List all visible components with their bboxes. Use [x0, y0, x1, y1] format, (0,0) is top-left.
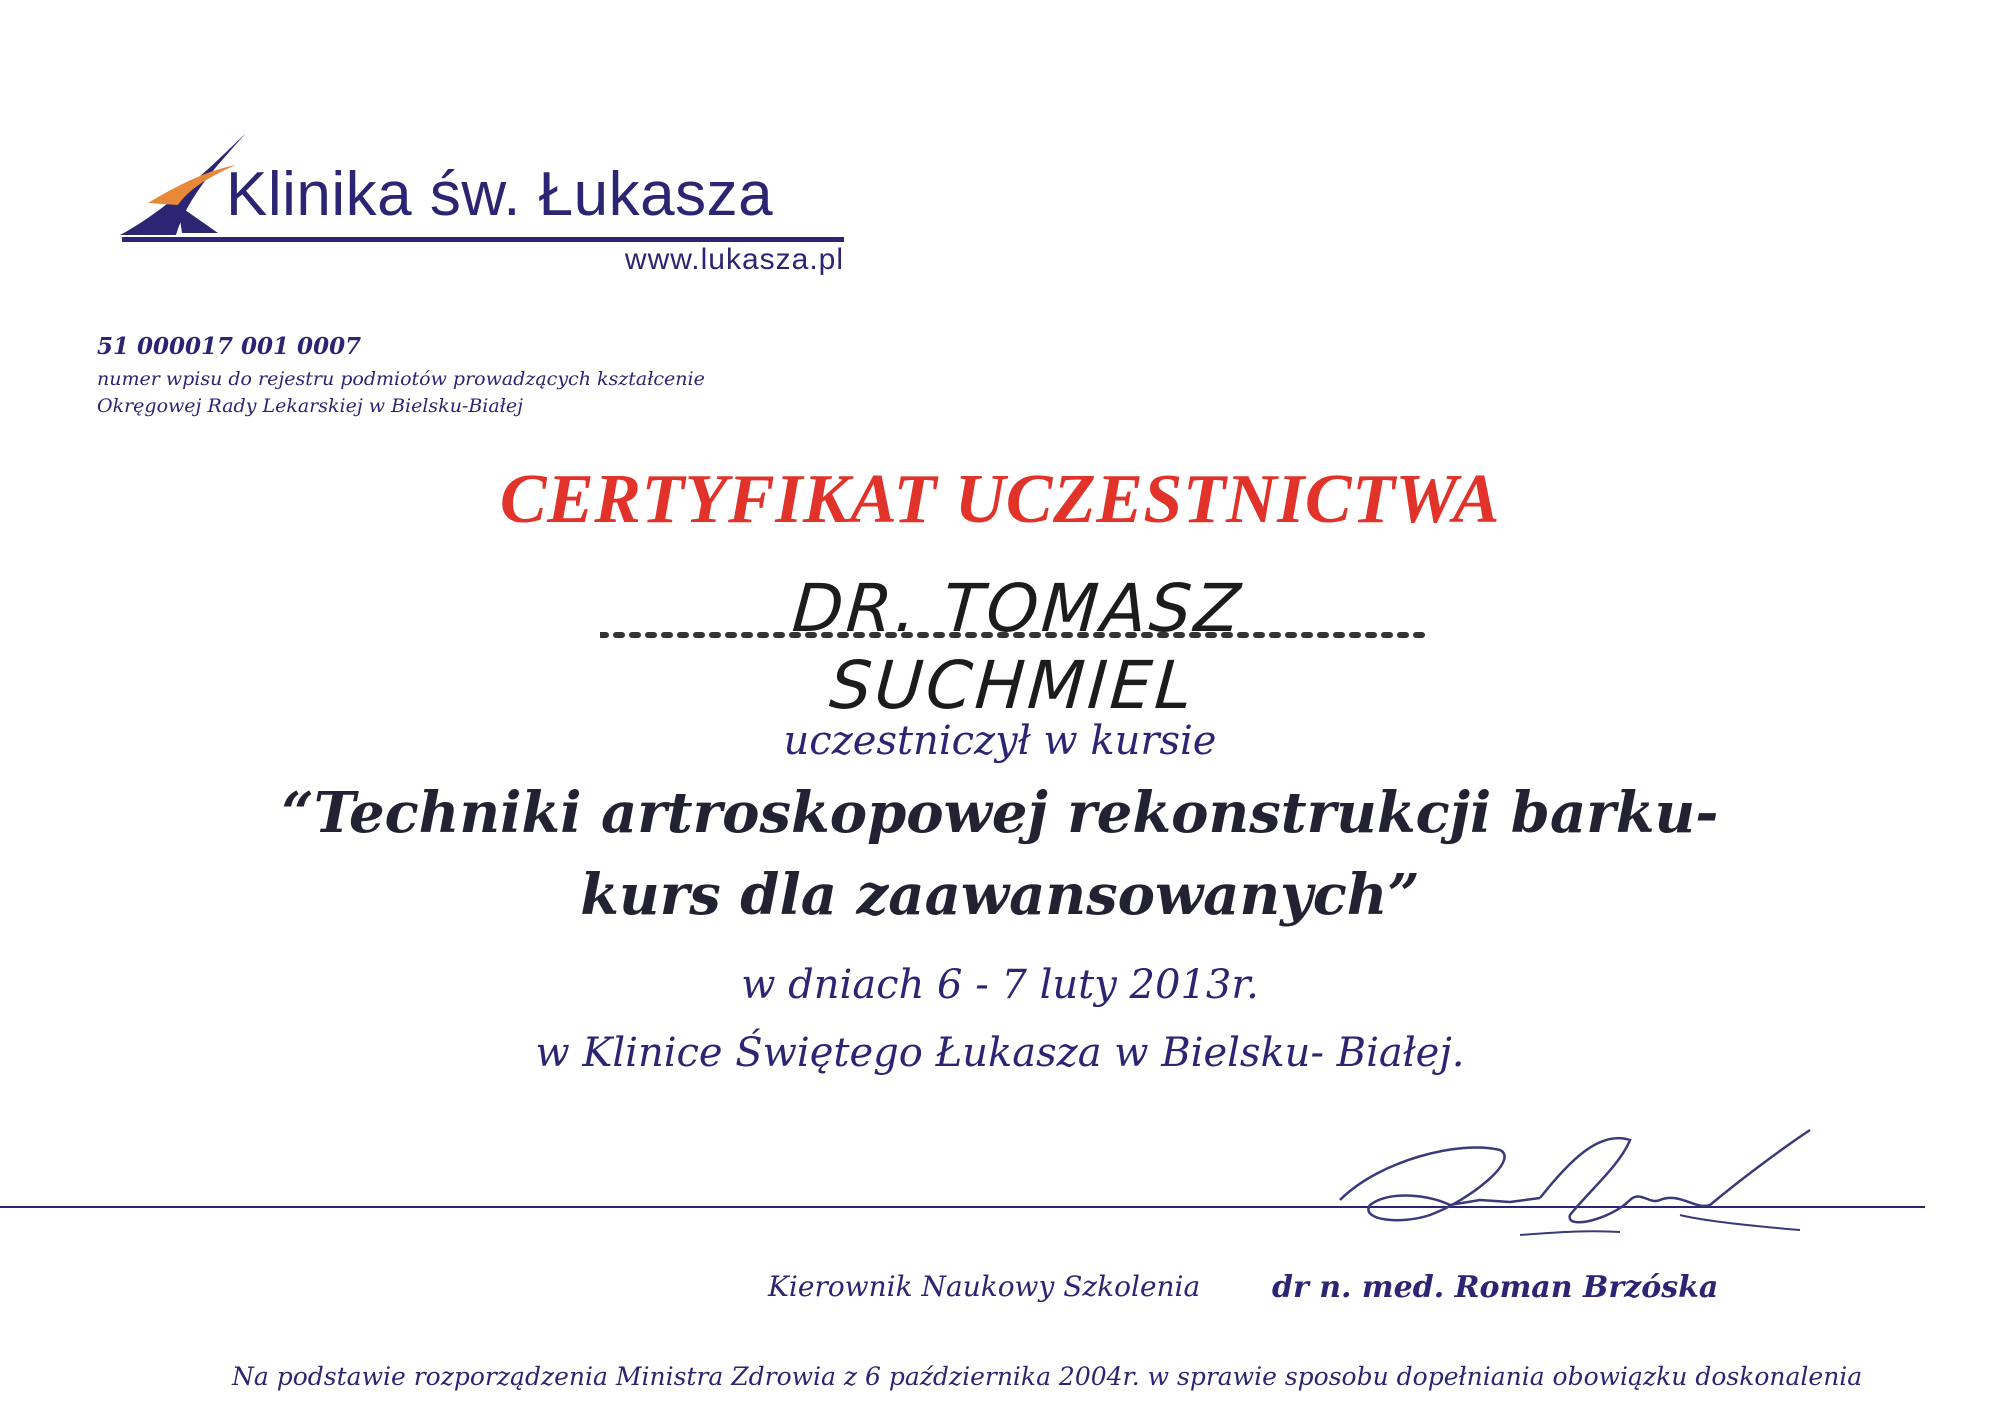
logo-underline [122, 237, 844, 242]
course-dates: w dniach 6 - 7 luty 2013r. [741, 962, 1259, 1008]
registry-description-line1: numer wpisu do rejestru podmiotów prowadzących kształcenie [97, 368, 705, 390]
recipient-name: DR. TOMASZ SUCHMIEL [789, 570, 1246, 724]
signatory-role: Kierownik Naukowy Szkolenia [768, 1270, 1201, 1303]
signatory-name: dr n. med. Roman Brzóska [1272, 1270, 1719, 1305]
clinic-website: www.lukasza.pl [624, 243, 844, 276]
clinic-name: Klinika św. Łukasza [226, 160, 774, 229]
clinic-logo [118, 125, 848, 285]
course-title-line1: “Techniki artroskopowej rekonstrukcji barku- [281, 780, 1719, 846]
course-title-line2: kurs dla zaawansowanych” [580, 862, 1420, 928]
course-location: w Klinice Świętego Łukasza w Bielsku- Białej. [535, 1030, 1465, 1076]
certificate-title: CERTYFIKAT UCZESTNICTWA [499, 461, 1501, 538]
registry-number: 51 000017 001 0007 [97, 333, 362, 360]
registry-description-line2: Okręgowej Rady Lekarskiej w Bielsku-Białej [97, 395, 524, 417]
legal-footer: Na podstawie rozporządzenia Ministra Zdrowia z 6 października 2004r. w sprawie sposobu dopełniania obowiązku doskonalenia [232, 1362, 1863, 1391]
handwritten-signature [1320, 1120, 1840, 1260]
participation-text: uczestniczył w kursie [783, 718, 1217, 764]
